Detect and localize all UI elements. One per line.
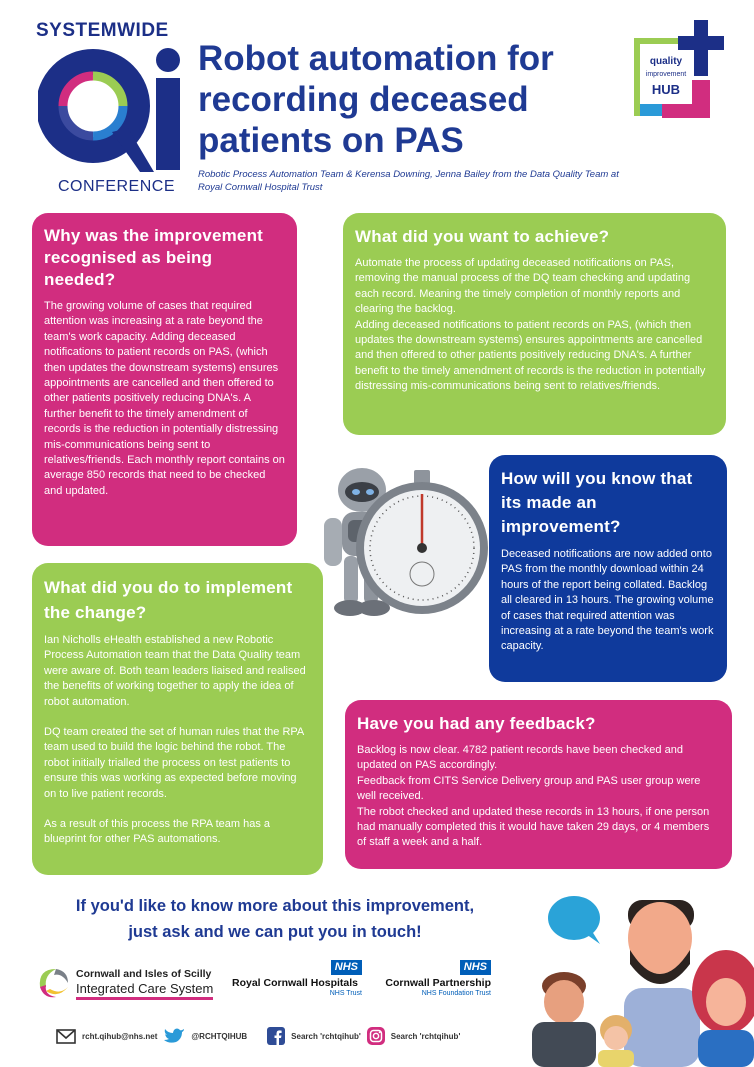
section-implement-body-3: As a result of this process the RPA team has a blueprint for other PAS automations. — [44, 818, 271, 846]
section-know-heading: How will you know that its made an improvement? — [501, 469, 693, 536]
qi-logo-icon — [38, 44, 188, 176]
cta-line-1: If you'd like to know more about this improvement, — [75, 897, 475, 915]
ics-name-line2: Integrated Care System — [76, 981, 213, 1000]
rch-subtitle: NHS Trust — [329, 990, 362, 997]
qi-conference-logo — [30, 18, 190, 195]
ics-swirl-icon — [34, 965, 72, 1001]
cornwall-partnership-logo — [385, 960, 491, 1000]
cornwall-ics-logo — [34, 965, 219, 1001]
robot-stopwatch-illustration — [318, 456, 488, 626]
section-implement-heading: What did you do to implement the change? — [44, 578, 293, 622]
section-feedback-body-1: Backlog is now clear. 4782 patient records have been checked and updated on PAS accordingly. — [357, 744, 683, 772]
section-achieve-heading: What did you want to achieve? — [355, 227, 610, 246]
section-achieve-body-2: Adding deceased notifications to patient records on PAS, (which then updates the downstream systems) ensures appointments are cancelled and then offered to other patients positively reducing DNA's. A further benefit to the timely amendment of records is the reduction in potentially distressing mis-communications being sent to relatives/friends. — [355, 318, 706, 393]
contact-twitter[interactable]: @RCHTQIHUB — [191, 1031, 248, 1041]
section-why-heading: Why was the improvement recognised as being needed? — [44, 226, 264, 289]
section-implement-body-2: DQ team created the set of human rules that the RPA team used to build the logic behind the robot. The robot initially trialled the process on test patients to ensure this was working as expected before moving on to live patient records. — [44, 726, 304, 800]
hub-logo-line1: quality — [649, 56, 683, 67]
section-feedback-heading: Have you had any feedback? — [357, 714, 596, 733]
section-why-body: The growing volume of cases that required attention was increasing at a rate beyond the team's work capacity. Adding deceased notifications to patient records on PAS, (which then updates the downstream systems) ensures appointments are cancelled and then offered to other patients positively reducing DNA's. A further benefit to the timely amendment of records is the reduction in potentially distressing mis-communications being sent to relatives/friends. Each monthly report contains on average 850 records that need to be checked and updated. — [44, 300, 285, 497]
email-icon — [56, 1029, 76, 1044]
section-know-body: Deceased notifications are now added onto PAS from the monthly download within 24 hours of the report being collated. Backlog all cleared in 13 hours. The growing volume of cases that required attention was increasing at a rate beyond the team's work capacity. — [501, 548, 714, 653]
contact-instagram[interactable]: Search 'rchtqihub' — [390, 1031, 461, 1041]
section-achieve-body-1: Automate the process of updating deceased notifications on PAS, removing the manual process of the DQ team checking and updating each record. Meaning the timely completion of monthly reports and clearing the backlog. — [355, 257, 691, 316]
cpt-name: Cornwall Partnership — [385, 977, 491, 989]
section-feedback — [345, 700, 732, 869]
section-implement-body-1: Ian Nicholls eHealth established a new Robotic Process Automation team that the Data Quality team were aware of. Both team leaders liaised and realised the benefits of working together to apply the idea of robot automation. — [44, 634, 306, 708]
cpt-subtitle: NHS Foundation Trust — [421, 990, 491, 997]
people-illustration — [520, 880, 754, 1067]
contact-row — [56, 1024, 460, 1048]
logo-conference-text: CONFERENCE — [58, 178, 176, 195]
contact-facebook[interactable]: Search 'rchtqihub' — [291, 1031, 361, 1041]
nhs-badge: NHS — [331, 960, 362, 975]
hub-logo-line2: improvement — [645, 71, 687, 78]
section-feedback-body-3: The robot checked and updated these records in 13 hours, if one person had manually completed this it would have taken 29 days, or 4 members of staff a week and a half. — [357, 805, 710, 849]
hub-logo-line3: HUB — [651, 82, 681, 97]
section-why-needed — [32, 213, 297, 546]
facebook-icon — [267, 1027, 285, 1045]
contact-email[interactable]: rcht.qihub@nhs.net — [82, 1031, 158, 1041]
section-want-to-achieve — [343, 213, 726, 435]
section-implement-change — [32, 563, 323, 875]
twitter-icon — [163, 1027, 185, 1045]
section-know-improvement — [489, 455, 727, 682]
page-subtitle: Robotic Process Automation Team & Kerensa Downing, Jenna Bailey from the Data Quality Team at Royal Cornwall Hospital Trust — [198, 169, 619, 193]
page-title: Robot automation for recording deceased patients on PAS — [198, 39, 554, 160]
rch-name: Royal Cornwall Hospitals — [232, 977, 359, 989]
nhs-badge: NHS — [460, 960, 491, 975]
call-to-action — [40, 893, 510, 945]
section-feedback-body-2: Feedback from CITS Service Delivery group and PAS user group were well received. — [357, 774, 701, 803]
logo-systemwide-text: SYSTEMWIDE — [36, 20, 169, 41]
instagram-icon — [367, 1027, 385, 1045]
ics-name-line1: Cornwall and Isles of Scilly — [76, 968, 212, 980]
quality-improvement-hub-logo — [632, 20, 728, 120]
royal-cornwall-hospitals-logo — [232, 960, 362, 1000]
cta-line-2: just ask and we can put you in touch! — [128, 923, 422, 941]
